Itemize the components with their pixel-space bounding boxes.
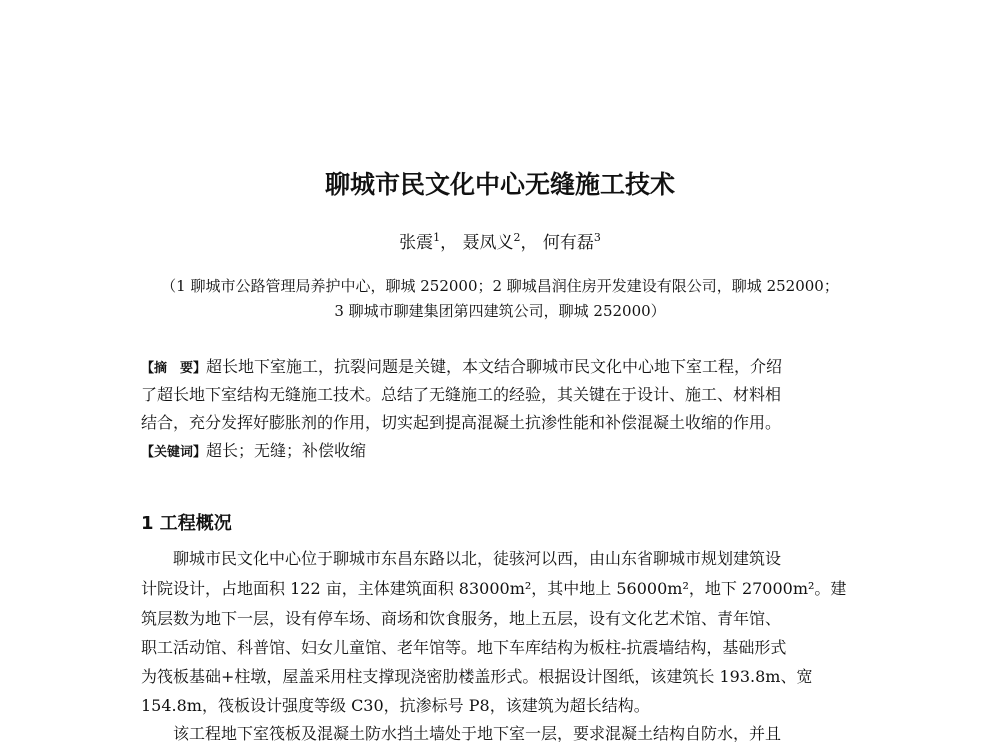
abstract-line: 结合，充分发挥好膨胀剂的作用，切实起到提高混凝土抗渗性能和补偿混凝土收缩的作用。 [141,413,782,432]
body-paragraph-line: 职工活动馆、科普馆、妇女儿童馆、老年馆等。地下车库结构为板柱-抗震墙结构，基础形式 [141,638,787,657]
author-affiliation-number: 1 [433,231,441,244]
body-paragraph-line: 该工程地下室筏板及混凝土防水挡土墙处于地下室一层，要求混凝土结构自防水，并且 [173,724,782,742]
paper-title: 聊城市民文化中心无缝施工技术 [324,170,675,199]
abstract-line: 了超长地下室结构无缝施工技术。总结了无缝施工的经验，其关键在于设计、施工、材料相 [141,385,782,404]
author-line [0,230,1000,256]
keywords-text: 超长；无缝；补偿收缩 [206,441,367,460]
author-name: 何有磊 [542,233,594,253]
abstract-label: 【摘 要】 [141,361,207,376]
author-separator: ， [440,233,458,253]
author-affiliation-number: 3 [593,231,601,244]
body-paragraph-line: 为筏板基础+柱墩，屋盖采用柱支撑现浇密肋楼盖形式。根据设计图纸，该建筑长 193.8m、宽 [141,667,813,686]
keywords-label: 【关键词】 [141,445,207,460]
body-paragraph-line: 筑层数为地下一层，设有停车场、商场和饮食服务，地上五层，设有文化艺术馆、青年馆、 [141,609,782,628]
affiliation-line: 3 聊城市聊建集团第四建筑公司，聊城 252000） [334,302,666,320]
section-heading: 1 工程概况 [141,513,232,534]
body-paragraph-line: 154.8m，筏板设计强度等级 C30，抗渗标号 P8，该建筑为超长结构。 [141,696,650,715]
author-name: 聂凤义 [462,233,514,253]
body-paragraph-line: 聊城市民文化中心位于聊城市东昌东路以北，徒骇河以西，由山东省聊城市规划建筑设 [173,549,782,568]
affiliation-line: （1 聊城市公路管理局养护中心，聊城 252000；2 聊城昌润住房开发建设有限公司，聊城 252000； [161,277,839,295]
author-affiliation-number: 2 [513,231,521,244]
author-separator: ， [520,233,538,253]
body-paragraph-line: 计院设计，占地面积 122 亩，主体建筑面积 83000m²，其中地上 56000m²，地下 27000m²。建 [141,579,847,598]
abstract-line [141,354,861,382]
abstract-text: 超长地下室施工，抗裂问题是关键，本文结合聊城市民文化中心地下室工程，介绍 [206,357,783,376]
author-name: 张震 [399,233,434,253]
keywords-line [141,438,861,466]
